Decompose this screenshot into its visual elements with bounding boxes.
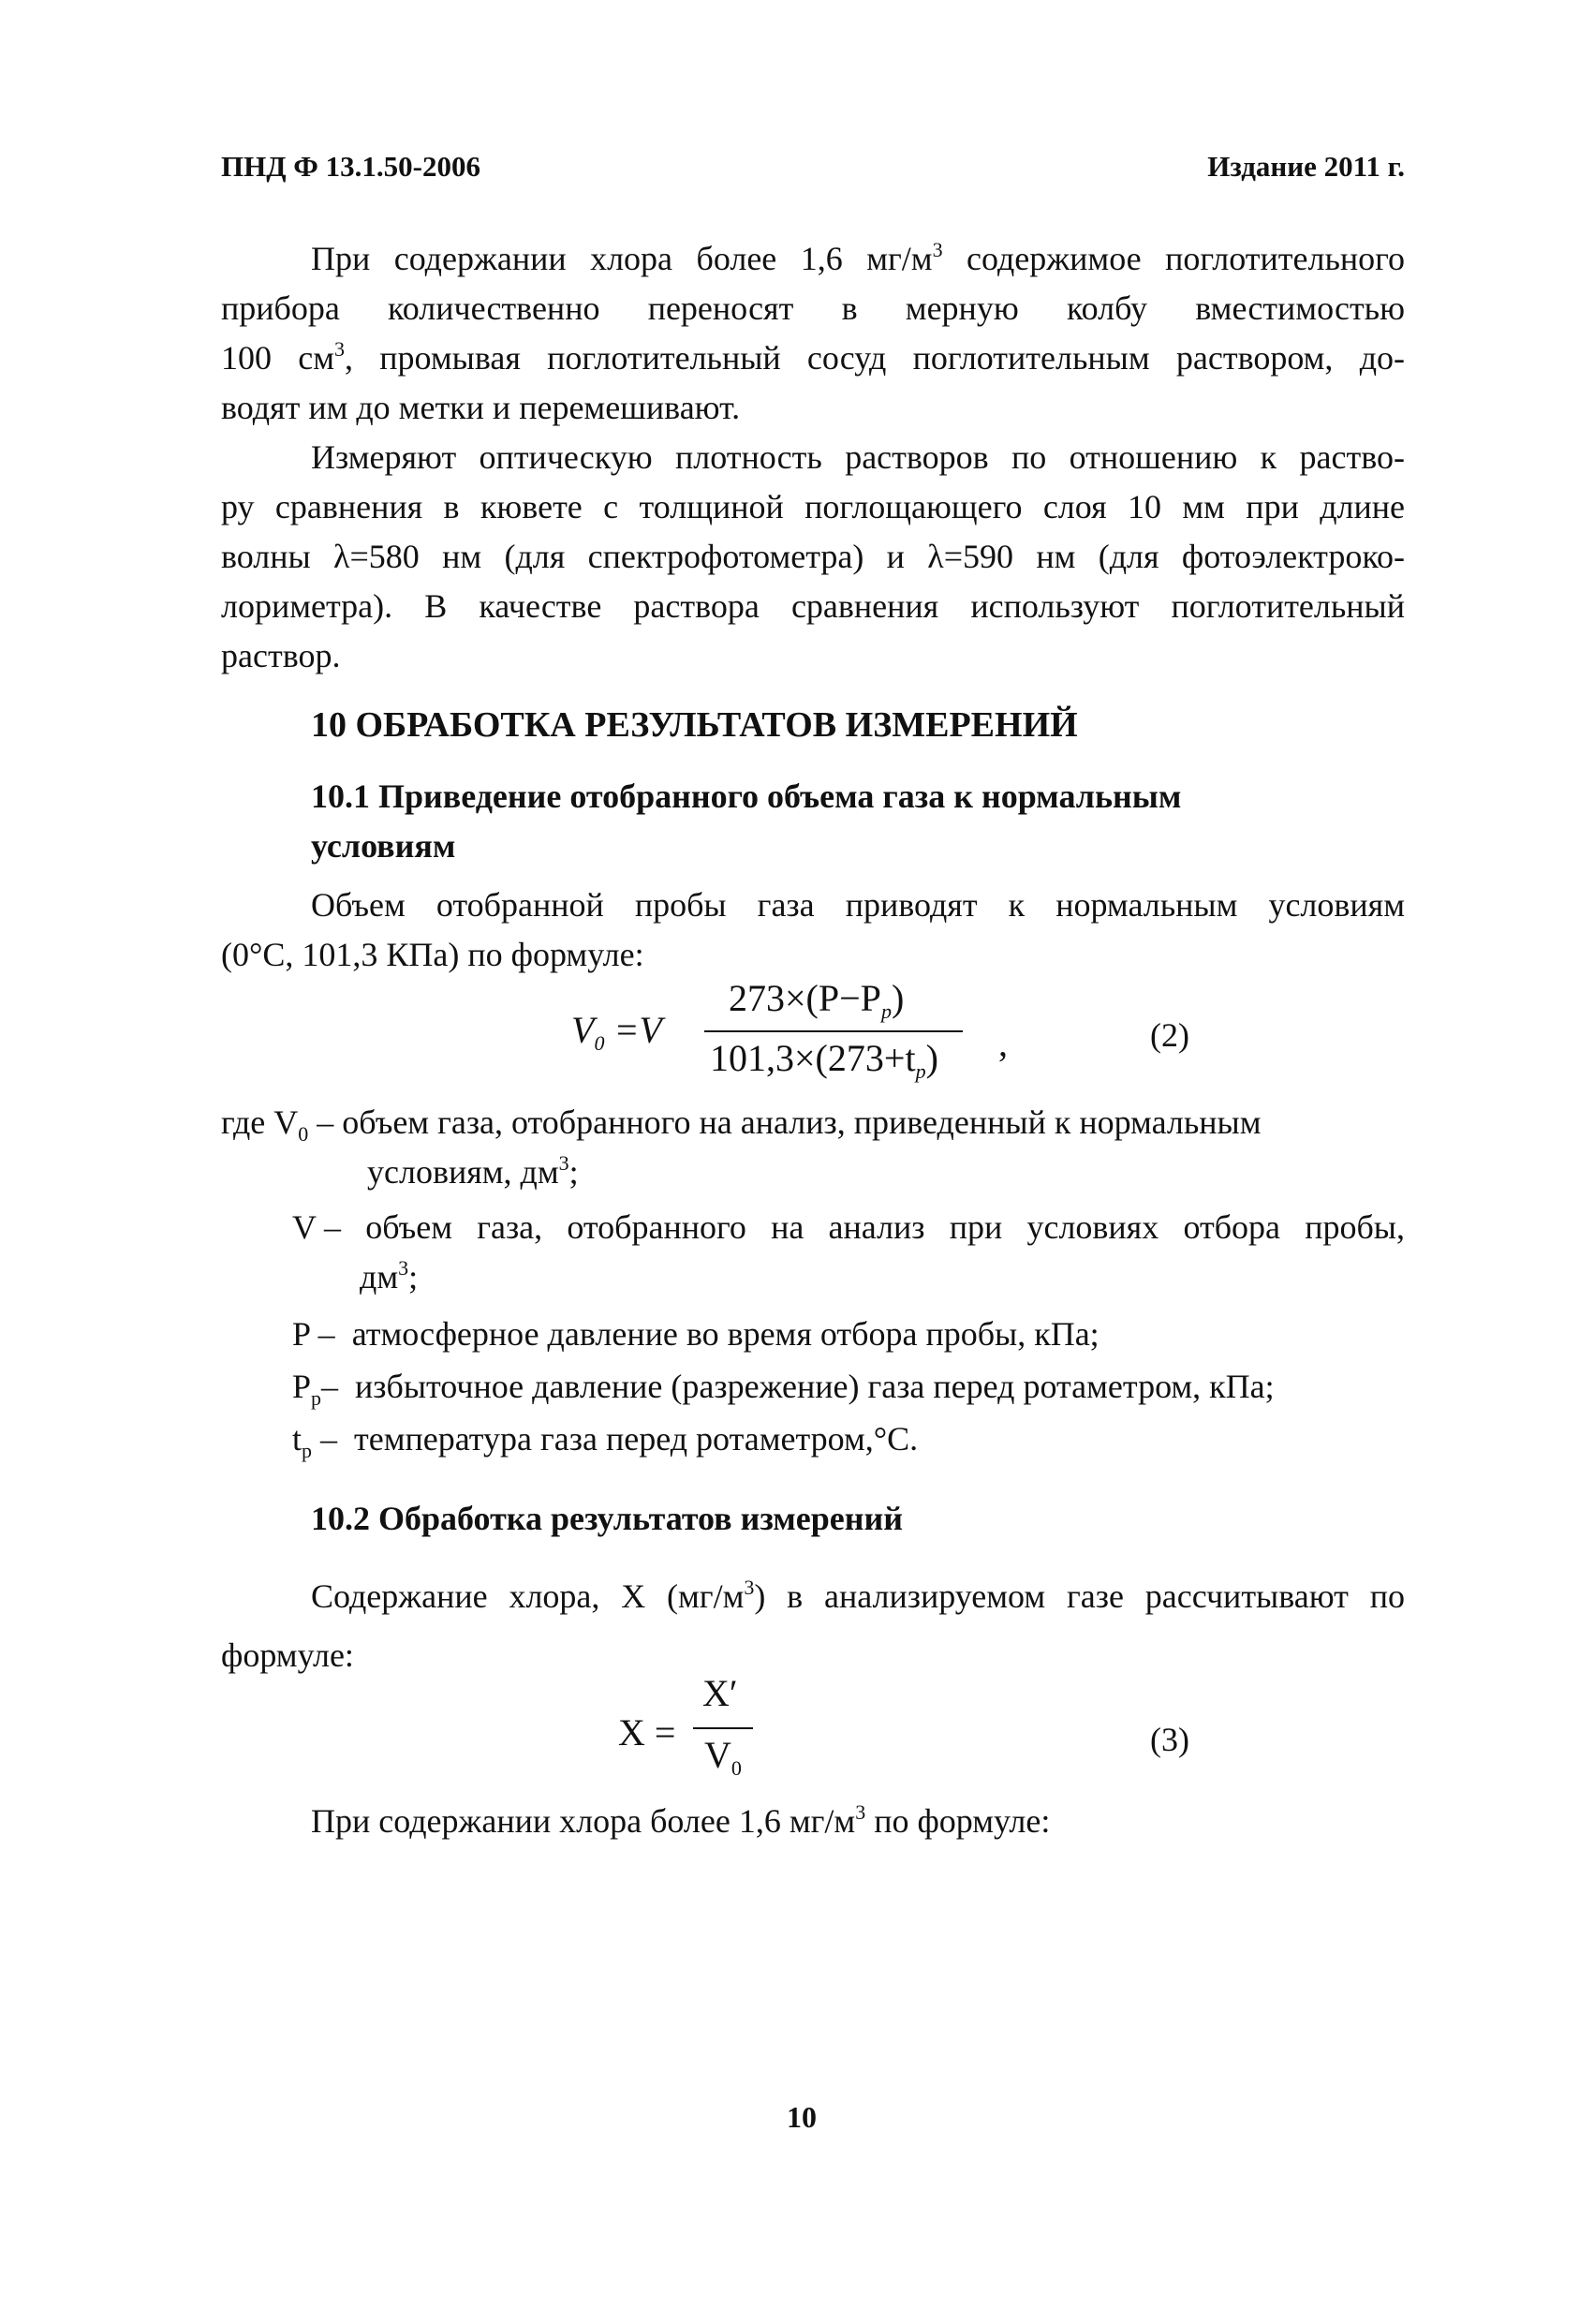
edition-label: Издание 2011 г. xyxy=(1207,150,1405,183)
subsection-heading-10-2: 10.2 Обработка результатов измерений xyxy=(311,1500,904,1537)
subsection-heading-line: условиям xyxy=(311,827,456,865)
paragraph-optical-density xyxy=(221,433,1405,681)
document-code: ПНД Ф 13.1.50-2006 xyxy=(221,150,481,183)
definition-tp: $t_р$ – температура газа перед ротаметром,°С. xyxy=(292,1420,919,1462)
formula-3-lhs: X = xyxy=(618,1711,676,1754)
text-line: водят им до метки и перемешивают. xyxy=(221,389,741,426)
text-line: раствор. xyxy=(221,637,341,674)
text-line: (0°С, 101,3 КПа) по формуле: xyxy=(221,936,644,973)
formula-3 xyxy=(0,1672,1594,1799)
formula-2 xyxy=(0,974,1594,1096)
formula-3-denominator: $V_0$ xyxy=(704,1734,742,1780)
text-line: ру сравнения в кювете с толщиной поглощающего слоя 10 мм при длине xyxy=(221,488,1405,525)
page-number: 10 xyxy=(787,2100,817,2134)
text-line-final: При содержании хлора более 1,6 $мг/м^3$ по формуле: xyxy=(311,1800,1051,1840)
definition-v0-continued: условиям, $дм^3$; xyxy=(367,1151,579,1191)
subsection-heading-line: 10.1 Приведение отобранного объема газа к нормальным xyxy=(311,777,1182,815)
formula-2-denominator: $101,3\times(273+t_р)$ xyxy=(710,1037,938,1083)
text-line: При содержании хлора более 1,6 $мг/м^3$ содержимое поглотительного xyxy=(311,238,1406,277)
formula-3-number: (3) xyxy=(1150,1721,1189,1758)
section-heading: 10 ОБРАБОТКА РЕЗУЛЬТАТОВ ИЗМЕРЕНИЙ xyxy=(311,705,1078,745)
definition-p: P – атмосферное давление во время отбора пробы, кПа; xyxy=(292,1315,1100,1353)
text-line: Содержание хлора, X $(мг/м^3)$ в анализируемом газе рассчитывают по xyxy=(311,1576,1405,1615)
text-line: 100 $см^3$, промывая поглотительный сосуд поглотительным раствором, до- xyxy=(221,337,1406,377)
text-line: Измеряют оптическую плотность растворов по отношению к раство- xyxy=(311,438,1405,476)
subsection-heading xyxy=(311,772,1181,871)
definition-v: V – объем газа, отобранного на анализ при условиях отбора пробы, xyxy=(292,1208,1405,1246)
definition-v0: где $V_0$ – объем газа, отобранного на анализ, приведенный к нормальным xyxy=(221,1103,1262,1146)
formula-2-fraction-bar xyxy=(704,1030,963,1032)
formula-2-lhs: $V_0 =V$ xyxy=(571,1009,662,1055)
paragraph-normal-conditions xyxy=(221,881,1405,980)
paragraph-chlorine-transfer xyxy=(221,234,1405,433)
formula-3-numerator: X′ xyxy=(702,1672,738,1714)
formula-3-fraction-bar xyxy=(693,1727,753,1729)
text-line: прибора количественно переносят в мерную колбу вместимостью xyxy=(221,289,1405,327)
text-line: Объем отобранной пробы газа приводят к нормальным условиям xyxy=(311,886,1405,924)
text-line: волны λ=580 нм (для спектрофотометра) и λ=590 нм (для фотоэлектроко- xyxy=(221,538,1405,575)
definition-v-continued: $дм^3$; xyxy=(360,1256,419,1295)
text-line: лориметра). В качестве раствора сравнения используют поглотительный xyxy=(221,587,1405,625)
paragraph-chlorine-content xyxy=(221,1572,1405,1680)
text-line: формуле: xyxy=(221,1636,354,1674)
definition-pp: $P_р-$ избыточное давление (разрежение) газа перед ротаметром, кПа; xyxy=(292,1368,1275,1410)
formula-2-numerator: $273\times(P-P_р)$ xyxy=(729,977,905,1023)
formula-2-comma: , xyxy=(998,1022,1008,1064)
formula-2-number: (2) xyxy=(1150,1016,1189,1054)
